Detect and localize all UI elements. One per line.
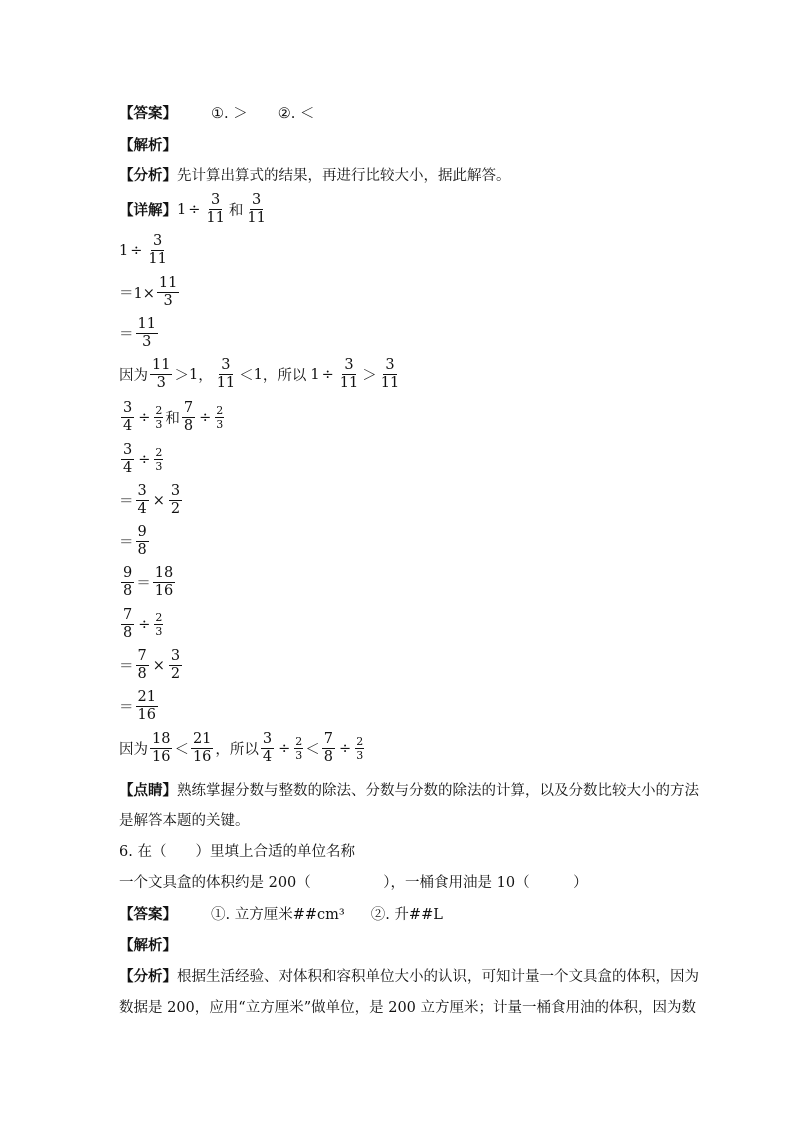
calc-line-8 — [119, 608, 165, 641]
answer-option-1: ①. ＞ — [211, 106, 248, 122]
fenxi2-text-1: 根据生活经验、对体积和容积单位大小的认识，可知计量一个文具盒的体积，因为 — [177, 969, 699, 985]
eq-sign: ＝ — [119, 659, 134, 676]
calc-line-9 — [119, 649, 184, 682]
calc-line-6 — [119, 525, 151, 558]
div-sign: ÷ — [138, 616, 151, 633]
fraction: $\frac{2}{3}$ — [216, 403, 224, 432]
calc-line-4 — [119, 443, 165, 476]
div-sign: ÷ — [321, 366, 334, 383]
div-sign: ÷ — [188, 201, 201, 218]
fenxi-tag: 【分析】 — [119, 968, 177, 985]
div-sign: ÷ — [199, 409, 212, 426]
lt-sign: ＜ — [239, 368, 254, 385]
fenxi-text: 先计算出算式的结果，再进行比较大小，据此解答。 — [177, 168, 511, 184]
calc-line-1 — [119, 234, 171, 267]
answer-line-2 — [119, 903, 443, 924]
eq-sign: ＝ — [119, 535, 134, 552]
fraction: $\frac{3}{11}$ — [216, 357, 236, 392]
lt-sign: ＜ — [305, 742, 320, 759]
answer-option-1: ①. 立方厘米##cm³ — [211, 907, 345, 923]
analysis-heading-2: 【解析】 — [119, 937, 177, 954]
div-sign: ÷ — [138, 409, 151, 426]
because-text: 因为 — [119, 742, 148, 759]
because-text: 因为 — [119, 368, 148, 385]
and-text: 和 — [228, 203, 244, 220]
so-text: 所以 — [277, 368, 307, 385]
question-6-body: 一个文具盒的体积约是 200（ ），一桶食用油是 10（ ） — [119, 875, 588, 891]
lt-sign: ＜ — [174, 742, 189, 759]
fraction: $\frac{18}{16}$ — [154, 565, 174, 600]
eq-sign: ＝ — [119, 700, 134, 717]
fraction: $\frac{11}{3}$ — [152, 357, 171, 392]
fraction: $\frac{7}{8}$ — [323, 731, 334, 766]
num-one: 1 — [310, 366, 320, 383]
expr-pair-line — [119, 401, 226, 434]
calc-line-5 — [119, 484, 184, 517]
eq-one-times: ＝1× — [119, 286, 155, 303]
gt-sign: ＞ — [174, 368, 189, 385]
eq-sign: ＝ — [119, 494, 134, 511]
num-one: 1 — [119, 242, 129, 259]
fraction: $\frac{2}{3}$ — [155, 610, 163, 639]
num-one: 1 — [188, 366, 199, 383]
num-one: 1 — [177, 201, 187, 218]
div-sign: ÷ — [278, 740, 291, 757]
fraction: $\frac{2}{3}$ — [295, 734, 303, 763]
answer-option-2: ②. 升##L — [370, 907, 443, 923]
num-one: 1 — [253, 366, 263, 383]
fraction: $\frac{21}{16}$ — [192, 731, 212, 766]
fraction: $\frac{3}{11}$ — [206, 192, 225, 227]
calc-line-7 — [119, 566, 177, 599]
fraction: $\frac{3}{11}$ — [380, 357, 400, 392]
fraction: $\frac{9}{8}$ — [123, 565, 133, 600]
eq-sign: ＝ — [119, 327, 134, 344]
fraction: $\frac{3}{2}$ — [170, 648, 181, 683]
compare-line-1 — [119, 358, 403, 391]
fraction: $\frac{7}{8}$ — [183, 400, 194, 435]
answer-tag: 【答案】 — [119, 906, 177, 923]
calc-line-3 — [119, 317, 160, 350]
fraction: $\frac{7}{8}$ — [137, 648, 147, 683]
xiangjie-tag: 【详解】 — [119, 202, 177, 220]
fraction: $\frac{11}{3}$ — [137, 316, 156, 351]
fraction: $\frac{3}{11}$ — [247, 192, 266, 227]
dianjing-line-2: 是解答本题的关键。 — [119, 813, 250, 829]
fraction: $\frac{3}{4}$ — [262, 731, 273, 766]
fraction: $\frac{18}{16}$ — [152, 731, 171, 766]
fenxi-line — [119, 164, 511, 185]
fraction: $\frac{3}{4}$ — [123, 442, 133, 477]
div-sign: ÷ — [138, 451, 151, 468]
so-text: 所以 — [229, 742, 259, 759]
fenxi-tag: 【分析】 — [119, 167, 177, 184]
comma: ， — [198, 368, 213, 385]
fraction: $\frac{7}{8}$ — [123, 607, 133, 642]
fenxi2-line-1 — [119, 965, 699, 986]
fraction: $\frac{3}{11}$ — [148, 233, 167, 268]
fraction: $\frac{2}{3}$ — [356, 734, 364, 763]
fenxi2-line-2: 数据是 200，应用“立方厘米”做单位，是 200 立方厘米；计量一桶食用油的体积，因为数 — [119, 1000, 697, 1016]
eq-sign: ＝ — [136, 576, 151, 593]
fraction: $\frac{3}{4}$ — [123, 400, 133, 435]
compare-line-2 — [119, 732, 366, 765]
fraction: $\frac{21}{16}$ — [137, 689, 156, 724]
calc-line-2 — [119, 276, 181, 309]
analysis-heading: 【解析】 — [119, 137, 177, 154]
dianjing-tag: 【点睛】 — [119, 782, 177, 799]
fraction: $\frac{2}{3}$ — [155, 403, 163, 432]
fraction: $\frac{2}{3}$ — [155, 445, 163, 474]
question-6-title: 6. 在（ ）里填上合适的单位名称 — [119, 844, 355, 860]
calc-line-10 — [119, 690, 160, 723]
div-sign: ÷ — [130, 242, 143, 259]
times-sign: × — [152, 492, 165, 509]
answer-line-1 — [119, 102, 314, 123]
fraction: $\frac{3}{2}$ — [170, 483, 181, 518]
fraction: $\frac{9}{8}$ — [137, 524, 147, 559]
fraction: $\frac{11}{3}$ — [158, 275, 178, 310]
fraction: $\frac{3}{4}$ — [137, 483, 147, 518]
answer-tag: 【答案】 — [119, 105, 177, 122]
and-text: 和 — [165, 411, 180, 428]
times-sign: × — [152, 657, 165, 674]
fraction: $\frac{3}{11}$ — [339, 357, 359, 392]
dianjing-line-1 — [119, 779, 699, 800]
gt-sign: ＞ — [362, 368, 377, 385]
dianjing-text-1: 熟练掌握分数与整数的除法、分数与分数的除法的计算，以及分数比较大小的方法 — [177, 783, 699, 799]
xiangjie-line — [119, 193, 270, 226]
comma: ， — [262, 368, 278, 385]
comma: ， — [215, 742, 230, 759]
answer-option-2: ②. ＜ — [277, 106, 315, 122]
div-sign: ÷ — [339, 740, 352, 757]
